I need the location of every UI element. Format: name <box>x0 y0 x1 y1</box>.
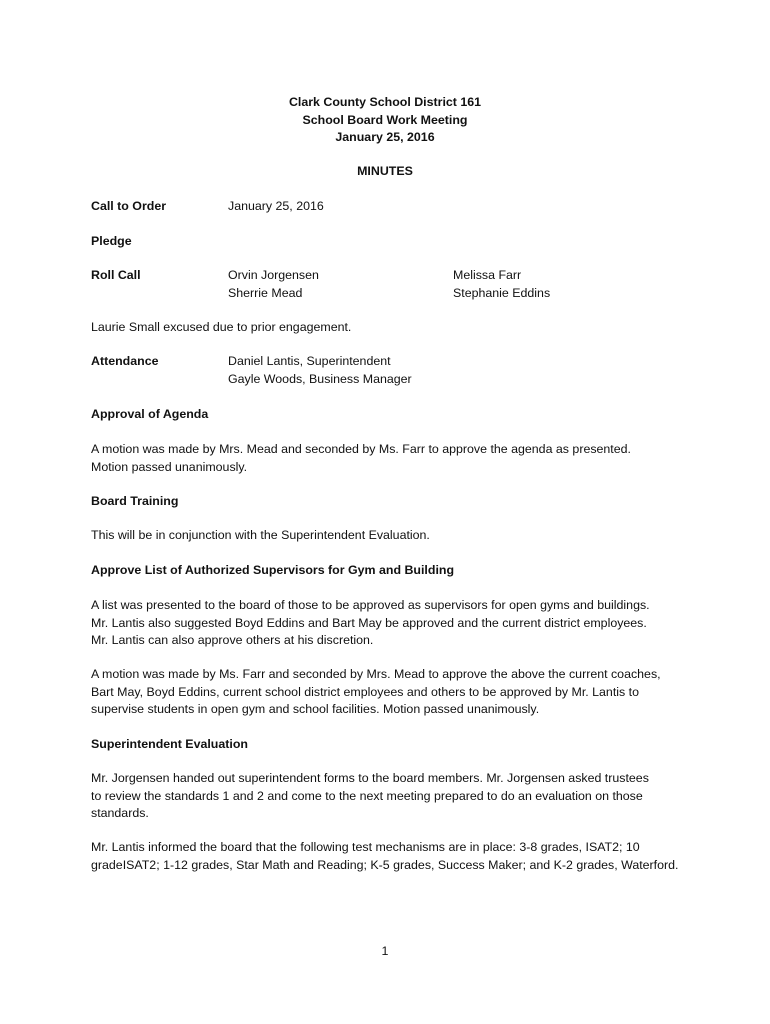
paragraph-line: A motion was made by Ms. Farr and seconded by Mrs. Mead to approve the above the current coaches, <box>91 667 661 681</box>
board-training-paragraph <box>91 527 691 545</box>
paragraph-line: Mr. Lantis also suggested Boyd Eddins and Bart May be approved and the current district employees. <box>91 615 647 630</box>
district-name: Clark County School District 161 <box>288 95 482 109</box>
paragraph-line: A list was presented to the board of those to be approved as supervisors for open gyms and buildings. <box>91 598 650 612</box>
attendance-entry: Daniel Lantis, Superintendent <box>228 354 391 368</box>
document-header <box>0 94 770 147</box>
roll-call-name: Sherrie Mead <box>228 285 303 300</box>
call-to-order-label: Call to Order <box>91 199 167 213</box>
roll-call-names-right <box>453 267 550 302</box>
paragraph-line: Bart May, Boyd Eddins, current school district employees and others to be approved by Mr. Lantis to <box>91 684 639 699</box>
minutes-heading: MINUTES <box>357 164 413 178</box>
pledge-label: Pledge <box>91 234 132 248</box>
roll-call-name: Melissa Farr <box>453 268 522 282</box>
paragraph-line: Mr. Lantis informed the board that the following test mechanisms are in place: 3-8 grades, ISAT2; 10 <box>91 840 640 854</box>
roll-call-name: Orvin Jorgensen <box>228 268 319 282</box>
superintendent-evaluation-paragraph-1 <box>91 770 691 823</box>
call-to-order-date: January 25, 2016 <box>228 199 324 213</box>
approval-of-agenda-paragraph <box>91 441 691 476</box>
meeting-date: January 25, 2016 <box>335 130 435 144</box>
paragraph-line: A motion was made by Mrs. Mead and seconded by Ms. Farr to approve the agenda as presented. <box>91 442 631 456</box>
attendance-list <box>228 353 412 388</box>
roll-call-name: Stephanie Eddins <box>453 285 551 300</box>
roll-call-label: Roll Call <box>91 268 141 282</box>
approve-list-paragraph-2 <box>91 666 691 719</box>
page-number: 1 <box>381 944 389 958</box>
section-heading-board-training: Board Training <box>91 494 179 508</box>
paragraph-line: Mr. Jorgensen handed out superintendent forms to the board members. Mr. Jorgensen asked trustees <box>91 771 649 785</box>
excused-note: Laurie Small excused due to prior engagement. <box>91 320 352 334</box>
paragraph-line: Mr. Lantis can also approve others at his discretion. <box>91 633 374 647</box>
attendance-entry: Gayle Woods, Business Manager <box>228 371 412 386</box>
meeting-title: School Board Work Meeting <box>302 112 468 127</box>
section-heading-approve-list: Approve List of Authorized Supervisors for Gym and Building <box>91 563 455 577</box>
paragraph-line: gradeISAT2; 1-12 grades, Star Math and Reading; K-5 grades, Success Maker; and K-2 grades, Waterford. <box>91 857 679 872</box>
paragraph-line: supervise students in open gym and school facilities. Motion passed unanimously. <box>91 702 540 716</box>
roll-call-names-left <box>228 267 319 302</box>
section-heading-superintendent-evaluation: Superintendent Evaluation <box>91 737 248 751</box>
paragraph-line: to review the standards 1 and 2 and come to the next meeting prepared to do an evaluation on those <box>91 788 643 803</box>
paragraph-line: standards. <box>91 806 149 820</box>
paragraph-line: Motion passed unanimously. <box>91 459 248 474</box>
attendance-label: Attendance <box>91 354 159 368</box>
approve-list-paragraph-1 <box>91 597 691 650</box>
section-heading-approval-of-agenda: Approval of Agenda <box>91 407 209 421</box>
paragraph-line: This will be in conjunction with the Superintendent Evaluation. <box>91 528 430 542</box>
superintendent-evaluation-paragraph-2 <box>91 839 691 874</box>
